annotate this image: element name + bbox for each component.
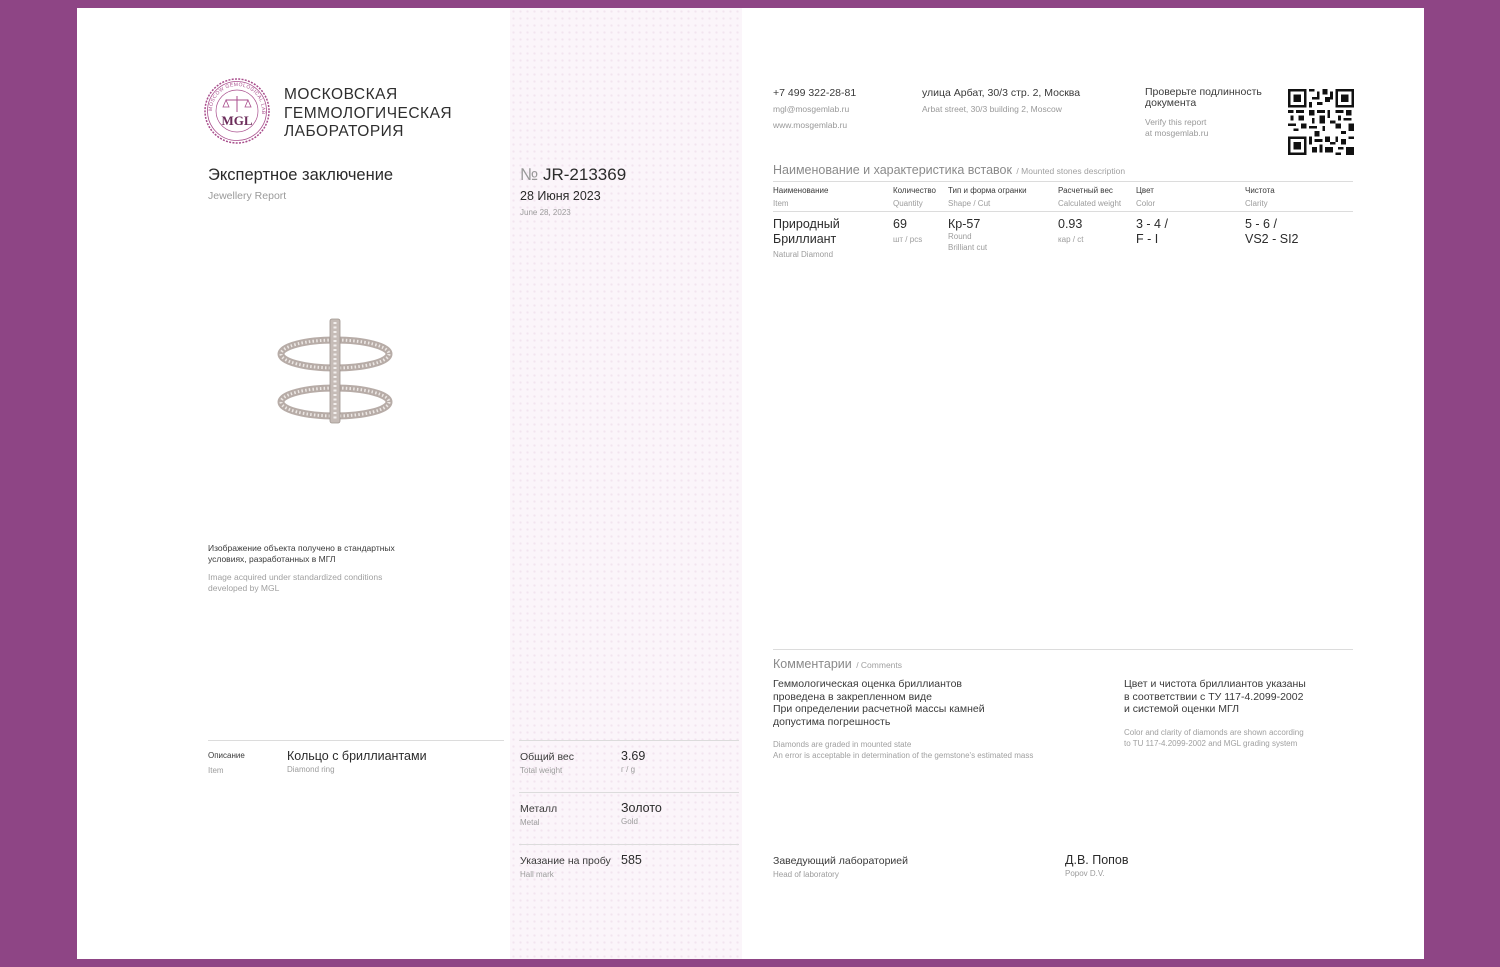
address: улица Арбат, 30/3 стр. 2, Москва xyxy=(922,87,1081,99)
verify-text: Проверьте подлинность документа xyxy=(1145,86,1262,109)
stones-header-color: Цвет Color xyxy=(1136,186,1156,208)
report-date-en: June 28, 2023 xyxy=(520,208,571,217)
double-band-diamond-ring-icon xyxy=(281,319,389,423)
description-divider xyxy=(208,740,504,741)
jewellery-report-document xyxy=(77,8,1424,959)
contact-website[interactable]: www.mosgemlab.ru xyxy=(773,120,848,130)
lab-name: МОСКОВСКАЯ ГЕММОЛОГИЧЕСКАЯ ЛАБОРАТОРИЯ xyxy=(284,86,453,140)
stone-item: Природный Бриллиант Natural Diamond xyxy=(773,217,840,259)
product-image xyxy=(272,316,398,428)
spec-total-weight-label: Общий вес Total weight xyxy=(520,751,575,775)
specs-divider-1 xyxy=(519,792,739,793)
stones-header-item: Наименование Item xyxy=(773,186,829,208)
stone-clarity: 5 - 6 / VS2 - SI2 xyxy=(1245,217,1299,246)
stone-weight: 0.93 кар / ct xyxy=(1058,217,1084,244)
comments-title: Комментарии / Comments xyxy=(773,657,903,671)
stone-quantity: 69 шт / pcs xyxy=(893,217,923,244)
qr-code-icon[interactable] xyxy=(1288,89,1354,155)
description-value: Кольцо с бриллиантами Diamond ring xyxy=(287,749,427,774)
comments-divider xyxy=(773,649,1353,650)
stones-divider-top xyxy=(773,181,1353,182)
comments-left-en: Diamonds are graded in mounted state An error is acceptable in determination of the gemstone's estimated mass xyxy=(773,740,1034,760)
stone-color: 3 - 4 / F - I xyxy=(1136,217,1168,246)
seal-ring-text: MOSCOW GEMOLOGICAL LAB xyxy=(207,81,267,115)
specs-divider-2 xyxy=(519,844,739,845)
comments-left: Геммологическая оценка бриллиантов проведена в закрепленном виде При определении расчетной массы камней допустима погрешность xyxy=(773,678,985,728)
stones-section-title: Наименование и характеристика вставок / Mounted stones description xyxy=(773,163,1126,177)
spec-metal-value: Золото Gold xyxy=(621,801,662,826)
contact-email[interactable]: mgl@mosgemlab.ru xyxy=(773,104,850,114)
description-label: Описание Item xyxy=(208,751,245,775)
stones-header-weight: Расчетный вес Calculated weight xyxy=(1058,186,1122,208)
stones-header-cut: Тип и форма огранки Shape / Cut xyxy=(948,186,1027,208)
spec-hallmark-label: Указание на пробу Hall mark xyxy=(520,855,611,879)
seal-logo-text: MGL xyxy=(221,113,253,128)
stone-cut: Кр-57 Round Brilliant cut xyxy=(948,217,988,252)
report-date: 28 Июня 2023 xyxy=(520,189,601,203)
spec-metal-label: Металл Metal xyxy=(520,803,558,827)
specs-divider-0 xyxy=(519,740,739,741)
report-number: № JR-213369 xyxy=(520,165,627,184)
signature-name: Д.В. Попов Popov D.V. xyxy=(1065,853,1129,878)
stones-header-clarity: Чистота Clarity xyxy=(1245,186,1275,208)
spec-hallmark-value: 585 xyxy=(621,853,642,867)
signature-role: Заведующий лабораторией Head of laboratory xyxy=(773,855,908,879)
image-note-en: Image acquired under standardized conditions developed by MGL xyxy=(208,572,383,593)
comments-right: Цвет и чистота бриллиантов указаны в соответствии с ТУ 117-4.2099-2002 и системой оценки МГЛ xyxy=(1124,678,1306,715)
contact-phone[interactable]: +7 499 322-28-81 xyxy=(773,87,857,99)
stones-header-quantity: Количество Quantity xyxy=(893,186,936,208)
image-note: Изображение объекта получено в стандартных условиях, разработанных в МГЛ xyxy=(208,543,395,564)
comments-right-en: Color and clarity of diamonds are shown according to TU 117-4.2099-2002 and MGL grading system xyxy=(1124,728,1304,748)
verify-text-en: Verify this report at mosgemlab.ru xyxy=(1145,117,1209,138)
report-title: Экспертное заключение xyxy=(208,166,394,184)
spec-total-weight-value: 3.69 г / g xyxy=(621,749,646,774)
mgl-seal-icon xyxy=(204,78,270,144)
report-title-en: Jewellery Report xyxy=(208,190,287,202)
stones-divider-header xyxy=(773,211,1353,212)
address-en: Arbat street, 30/3 building 2, Moscow xyxy=(922,104,1062,114)
